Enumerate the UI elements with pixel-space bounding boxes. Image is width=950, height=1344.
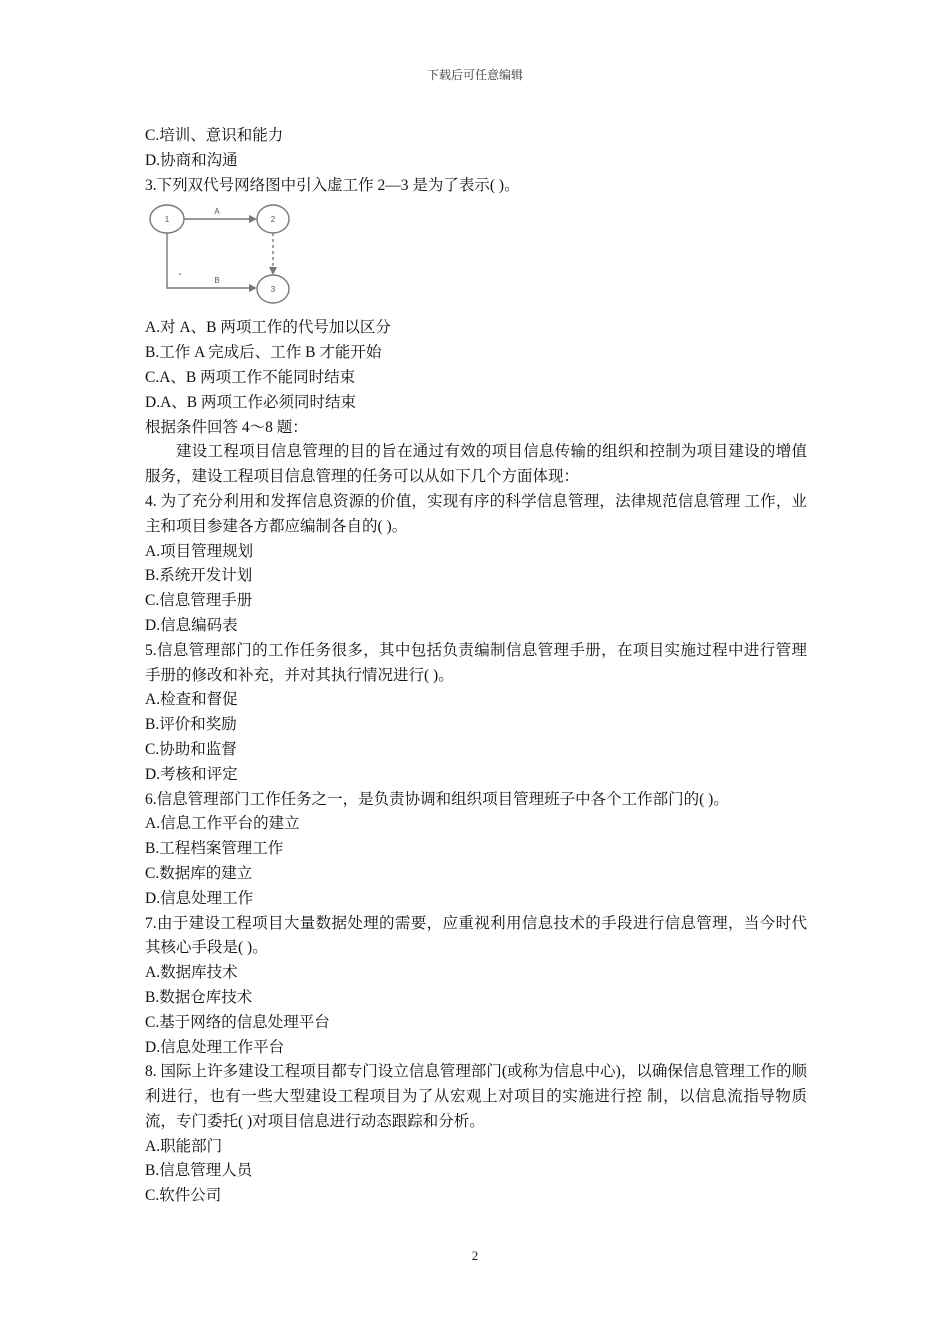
q3-option-d: D.A、B 两项工作必须同时结束 — [145, 393, 356, 411]
q6-option-b: B.工程档案管理工作 — [145, 840, 284, 858]
arrow-b-line — [167, 233, 251, 288]
arrow-a-label: A — [214, 207, 220, 217]
node-2-label: 2 — [270, 215, 276, 225]
q2-option-d: D.协商和沟通 — [145, 151, 238, 169]
q4-option-d: D.信息编码表 — [145, 616, 238, 634]
q5-stem: 5.信息管理部门的工作任务很多，其中包括负责编制信息管理手册，在项目实施过程中进行管理手册的修改和补充，并对其执行情况进行( )。 — [145, 641, 807, 684]
arrow-b-label: B — [214, 276, 220, 286]
q3-option-a: A.对 A、B 两项工作的代号加以区分 — [145, 319, 391, 337]
q4-stem: 4. 为了充分利用和发挥信息资源的价值，实现有序的科学信息管理，法律规范信息管理 工作，业主和项目参建各方都应编制各自的( )。 — [145, 492, 807, 535]
page-content — [145, 124, 807, 1209]
q3-option-b: B.工作 A 完成后、工作 B 才能开始 — [145, 344, 382, 362]
node-3-label: 3 — [270, 285, 276, 295]
page-header: 下载后可任意编辑 — [426, 68, 523, 82]
q5-option-a: A.检查和督促 — [145, 691, 238, 709]
q2-option-c: C.培训、意识和能力 — [145, 127, 284, 144]
q7-option-b: B.数据仓库技术 — [145, 988, 253, 1006]
dummy-arrow-head — [269, 267, 277, 275]
q5-option-b: B.评价和奖励 — [145, 716, 237, 734]
arrow-b-head — [249, 284, 257, 292]
arrow-a-head — [249, 215, 257, 223]
network-diagram — [147, 202, 297, 308]
q3-stem: 3.下列双代号网络图中引入虚工作 2—3 是为了表示( )。 — [145, 176, 520, 194]
q4-option-a: A.项目管理规划 — [145, 542, 254, 560]
q7-stem: 7.由于建设工程项目大量数据处理的需要，应重视利用信息技术的手段进行信息管理，当今时代其核心手段是( )。 — [145, 914, 807, 957]
q6-option-c: C.数据库的建立 — [145, 864, 253, 882]
q8-option-b: B.信息管理人员 — [145, 1162, 253, 1180]
q4-option-c: C.信息管理手册 — [145, 592, 253, 610]
q7-option-c: C.基于网络的信息处理平台 — [145, 1013, 330, 1031]
q4-option-b: B.系统开发计划 — [145, 567, 253, 585]
q6-stem: 6.信息管理部门工作任务之一，是负责协调和组织项目管理班子中各个工作部门的( )。 — [145, 790, 729, 808]
q7-option-a: A.数据库技术 — [145, 964, 238, 982]
q5-option-d: D.考核和评定 — [145, 765, 238, 783]
node-1-label: 1 — [164, 215, 170, 225]
instruction-line: 根据条件回答 4～8 题： — [145, 418, 308, 436]
q6-option-a: A.信息工作平台的建立 — [145, 815, 300, 833]
q6-option-d: D.信息处理工作 — [145, 889, 254, 907]
q8-stem: 8. 国际上许多建设工程项目都专门设立信息管理部门(或称为信息中心)，以确保信息管理工作的顺利进行，也有一些大型建设工程项目为了从宏观上对项目的实施进行控 制，以信息流指导物质流，专门委托( )对项目信息进行动态跟踪和分析。 — [145, 1063, 807, 1130]
q8-option-c: C.软件公司 — [145, 1187, 222, 1205]
intro-paragraph: 建设工程项目信息管理的目的旨在通过有效的项目信息传输的组织和控制为项目建设的增值服务，建设工程项目信息管理的任务可以从如下几个方面体现： — [145, 443, 807, 486]
q7-option-d: D.信息处理工作平台 — [145, 1038, 285, 1056]
q5-option-c: C.协助和监督 — [145, 740, 237, 758]
q8-option-a: A.职能部门 — [145, 1137, 223, 1155]
q3-option-c: C.A、B 两项工作不能同时结束 — [145, 368, 356, 386]
scan-speck — [179, 273, 181, 275]
page-number: 2 — [471, 1248, 479, 1263]
